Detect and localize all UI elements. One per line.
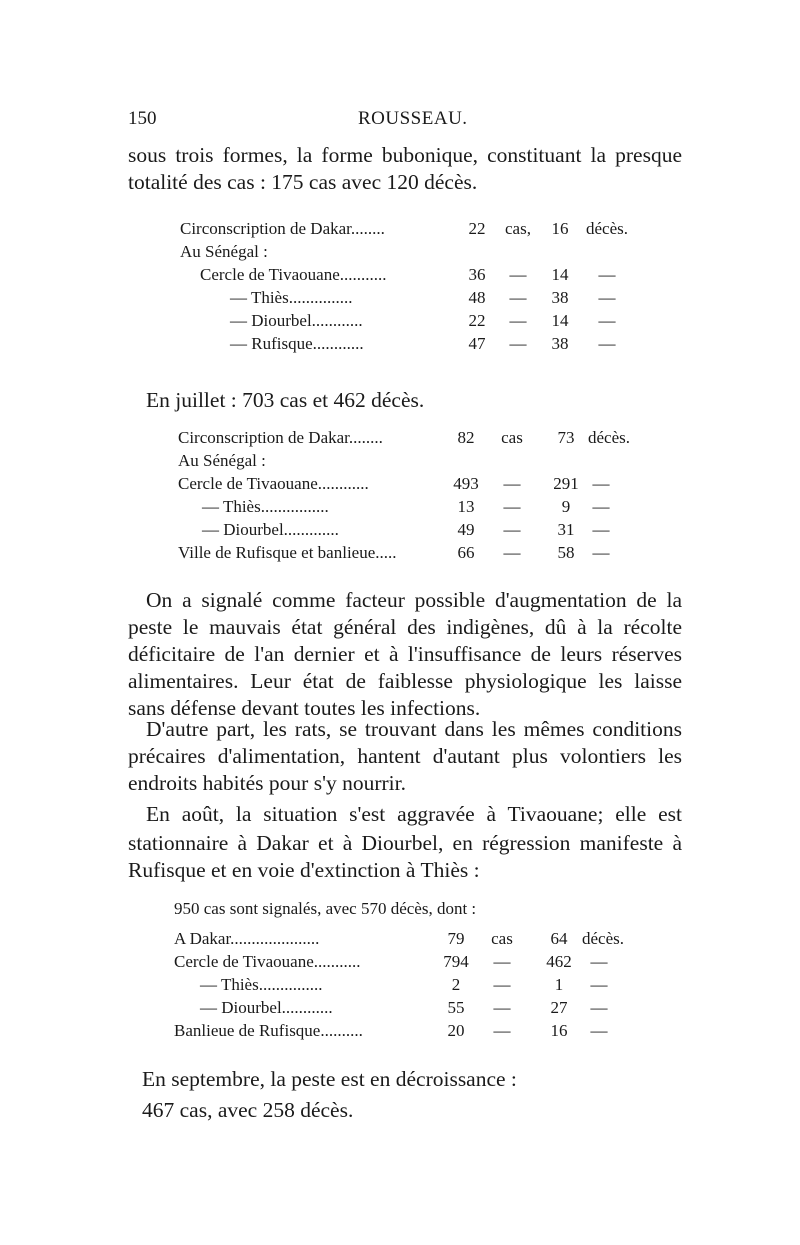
table-row [178, 497, 648, 520]
text-line: déficitaire de l'an dernier et à l'insuffisance de leurs réserves [128, 642, 682, 666]
table-row [174, 929, 644, 952]
text-line: endroits habités pour s'y nourrir. [128, 771, 406, 795]
deaths-unit: — [598, 311, 616, 330]
deaths-unit: — [590, 1021, 608, 1040]
row-label: — Diourbel............ [200, 998, 333, 1017]
cases-unit: — [493, 952, 511, 971]
cases-unit: — [493, 1021, 511, 1040]
deaths-value: 14 [551, 311, 569, 330]
cases-unit: — [503, 520, 521, 539]
deaths-value: 1 [554, 975, 564, 994]
deaths-value: 38 [551, 288, 569, 307]
deaths-unit: — [592, 497, 610, 516]
table-2 [178, 428, 648, 566]
table-row [178, 543, 648, 566]
row-label: — Thiès............... [230, 288, 353, 307]
row-label: — Diourbel............ [230, 311, 363, 330]
deaths-unit: — [592, 474, 610, 493]
table-row [178, 520, 648, 543]
cases-value: 36 [468, 265, 486, 284]
cases-value: 55 [447, 998, 465, 1017]
row-label: Au Sénégal : [178, 451, 266, 470]
table-3 [174, 899, 644, 1044]
deaths-value: 64 [550, 929, 568, 948]
cases-unit: cas, [505, 219, 531, 238]
paragraph-3-cont [128, 830, 682, 884]
table-row [180, 242, 640, 265]
cases-unit: — [503, 497, 521, 516]
deaths-unit: — [592, 543, 610, 562]
deaths-value: 38 [551, 334, 569, 353]
table-row [174, 952, 644, 975]
table-row [180, 265, 640, 288]
cases-value: 79 [447, 929, 465, 948]
text-line: Rufisque et en voie d'extinction à Thiès : [128, 858, 480, 882]
table-row [180, 288, 640, 311]
deaths-value: 16 [551, 219, 569, 238]
deaths-value: 58 [557, 543, 575, 562]
cases-unit: — [509, 288, 527, 307]
cases-value: 493 [453, 474, 479, 493]
cases-unit: cas [491, 929, 513, 948]
deaths-unit: — [590, 998, 608, 1017]
cases-value: 20 [447, 1021, 465, 1040]
table-row [178, 451, 648, 474]
cases-unit: — [493, 998, 511, 1017]
deaths-unit: décès. [587, 428, 630, 447]
text-line: En août, la situation s'est aggravée à Tivaouane; elle est [146, 802, 682, 826]
row-label: Cercle de Tivaouane............ [178, 474, 369, 493]
paragraph-1 [146, 587, 682, 614]
deaths-unit: — [590, 952, 608, 971]
cases-unit: — [503, 543, 521, 562]
text-line: peste le mauvais état général des indigènes, dû à la récolte [128, 615, 682, 639]
table-1 [180, 219, 640, 357]
text-line: stationnaire à Dakar et à Diourbel, en régression manifeste à [128, 831, 682, 855]
table-row [178, 474, 648, 497]
text-line: sans défense devant toutes les infections. [128, 696, 481, 720]
cases-unit: cas [501, 428, 523, 447]
deaths-unit: — [592, 520, 610, 539]
cases-value: 48 [468, 288, 486, 307]
row-label: — Thiès............... [200, 975, 323, 994]
row-label: Ville de Rufisque et banlieue..... [178, 543, 397, 562]
row-label: Au Sénégal : [180, 242, 268, 261]
table-row [174, 998, 644, 1021]
cases-unit: — [509, 311, 527, 330]
row-label: Cercle de Tivaouane........... [174, 952, 361, 971]
deaths-unit: — [598, 334, 616, 353]
cases-value: 49 [457, 520, 475, 539]
paragraph-1-cont [128, 614, 682, 722]
deaths-value: 73 [557, 428, 575, 447]
table-row [180, 311, 640, 334]
cases-unit: — [509, 334, 527, 353]
deaths-unit: — [598, 288, 616, 307]
table-row [174, 1021, 644, 1044]
cases-value: 82 [457, 428, 475, 447]
paragraph-2 [146, 716, 682, 743]
text-line: On a signalé comme facteur possible d'augmentation de la [146, 588, 682, 612]
september-line: 467 cas, avec 258 décès. [142, 1098, 354, 1122]
row-label: Circonscription de Dakar........ [180, 219, 385, 238]
text-line: précaires d'alimentation, hantent d'autant plus volontiers les [128, 744, 682, 768]
deaths-unit: — [598, 265, 616, 284]
cases-value: 47 [468, 334, 486, 353]
row-label: — Thiès................ [202, 497, 329, 516]
september-line: En septembre, la peste est en décroissance : [142, 1067, 517, 1091]
page-number: 150 [128, 108, 157, 129]
cases-value: 13 [457, 497, 475, 516]
row-label: A Dakar..................... [174, 929, 320, 948]
cases-unit: — [509, 265, 527, 284]
table-row [174, 975, 644, 998]
cases-value: 794 [443, 952, 469, 971]
deaths-value: 291 [553, 474, 579, 493]
cases-value: 66 [457, 543, 475, 562]
deaths-unit: — [590, 975, 608, 994]
row-label: — Diourbel............. [202, 520, 339, 539]
text-line: totalité des cas : 175 cas avec 120 décès. [128, 170, 478, 194]
deaths-unit: décès. [585, 219, 628, 238]
cases-unit: — [493, 975, 511, 994]
text-line: D'autre part, les rats, se trouvant dans les mêmes conditions [146, 717, 682, 741]
july-summary: En juillet : 703 cas et 462 décès. [146, 388, 425, 412]
deaths-unit: décès. [581, 929, 624, 948]
deaths-value: 9 [561, 497, 571, 516]
row-label: — Rufisque............ [230, 334, 364, 353]
intro-paragraph [128, 142, 682, 196]
cases-value: 2 [451, 975, 461, 994]
cases-unit: — [503, 474, 521, 493]
text-line: sous trois formes, la forme bubonique, constituant la presque [128, 143, 682, 167]
deaths-value: 462 [546, 952, 572, 971]
text-line: alimentaires. Leur état de faiblesse physiologique les laisse [128, 669, 682, 693]
deaths-value: 16 [550, 1021, 568, 1040]
paragraph-2-cont [128, 743, 682, 797]
table-row [180, 219, 640, 242]
cases-value: 22 [468, 219, 486, 238]
deaths-value: 31 [557, 520, 575, 539]
table-summary: 950 cas sont signalés, avec 570 décès, dont : [174, 899, 477, 918]
paragraph-3 [146, 801, 682, 828]
row-label: Circonscription de Dakar........ [178, 428, 383, 447]
table-row [180, 334, 640, 357]
cases-value: 22 [468, 311, 486, 330]
page-header [128, 108, 672, 138]
deaths-value: 14 [551, 265, 569, 284]
row-label: Cercle de Tivaouane........... [200, 265, 387, 284]
running-head: ROUSSEAU. [358, 108, 468, 129]
table-row [178, 428, 648, 451]
deaths-value: 27 [550, 998, 568, 1017]
row-label: Banlieue de Rufisque.......... [174, 1021, 363, 1040]
